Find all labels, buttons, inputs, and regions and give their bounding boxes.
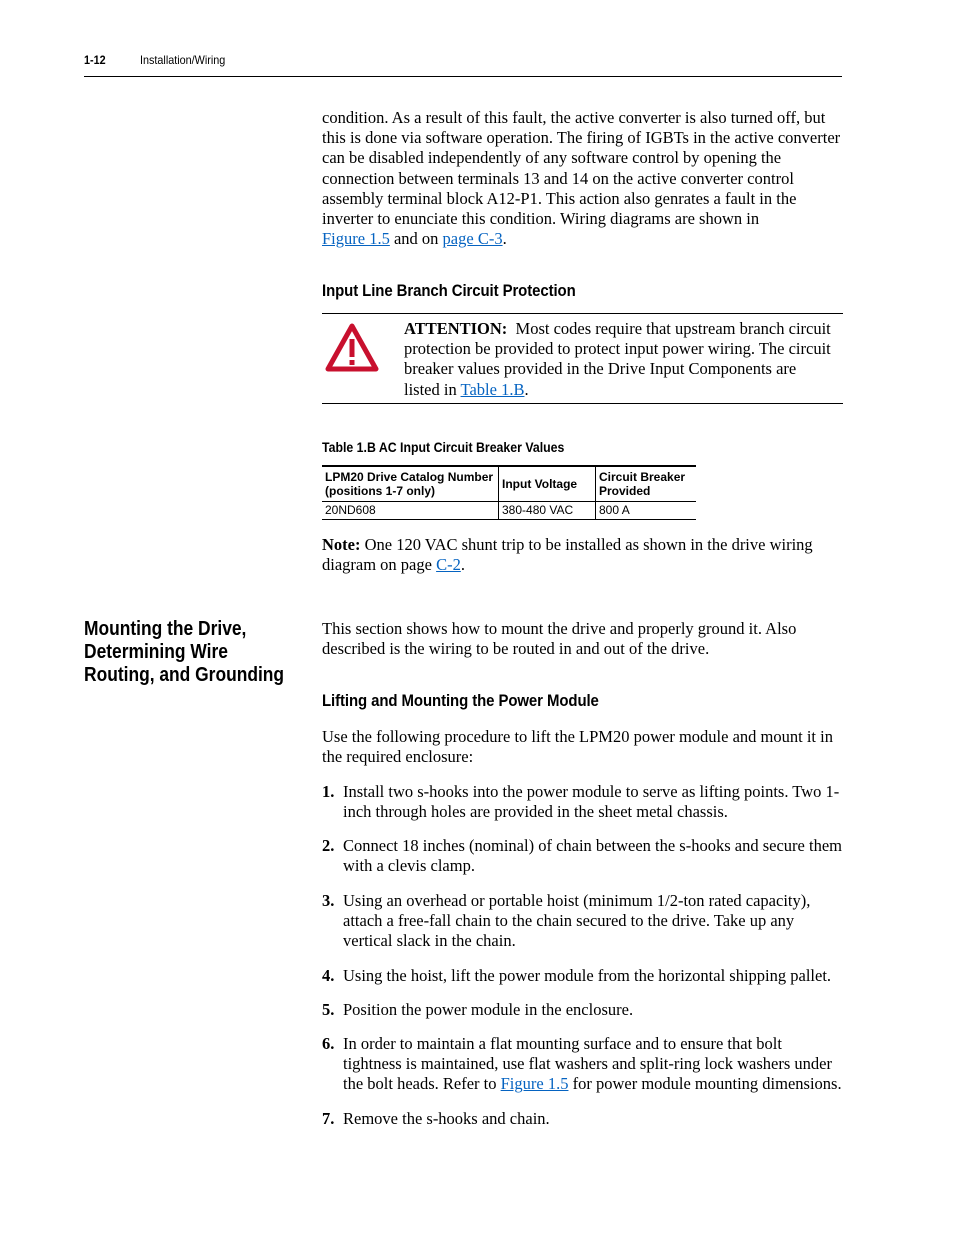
- input-line-heading: Input Line Branch Circuit Protection: [322, 281, 576, 300]
- step-number: 2.: [322, 836, 335, 855]
- table-row: [322, 502, 696, 520]
- note-label: Note:: [322, 535, 361, 554]
- list-item: [322, 966, 844, 986]
- table-cell-breaker: 800 A: [596, 502, 697, 520]
- table-header-breaker: Circuit Breaker Provided: [596, 466, 697, 502]
- list-item: [322, 782, 844, 822]
- note-end: .: [460, 555, 465, 575]
- attention-end: .: [524, 379, 529, 399]
- attention-top-rule: [322, 313, 843, 314]
- intro-paragraph: [322, 108, 844, 249]
- attention-text: Most codes require that upstream branch circuit protection be provided to protect input power wiring. The circuit breaker values provided in the Drive Input Components are listed in: [404, 319, 831, 399]
- step-number: 4.: [322, 966, 335, 985]
- note-paragraph: [322, 535, 844, 575]
- step-text: Connect 18 inches (nominal) of chain between the s-hooks and secure them with a clevis clamp.: [343, 836, 842, 876]
- attention-label: ATTENTION:: [404, 319, 508, 338]
- step-number: 6.: [322, 1034, 335, 1053]
- note-text: One 120 VAC shunt trip to be installed as shown in the drive wiring diagram on page: [322, 535, 813, 575]
- page-number: 1-12: [84, 53, 106, 67]
- table-link[interactable]: Table 1.B: [460, 379, 525, 399]
- step-text: Position the power module in the enclosure.: [343, 1000, 634, 1019]
- c2-link[interactable]: C-2: [436, 555, 461, 575]
- step-number: 1.: [322, 782, 335, 801]
- step-text: Install two s-hooks into the power module to serve as lifting points. Two 1-inch through holes are provided in the sheet metal chassis.: [343, 782, 840, 822]
- step-number: 7.: [322, 1109, 335, 1128]
- warning-triangle-icon: [325, 323, 379, 373]
- page-link[interactable]: page C-3: [442, 229, 503, 249]
- table-header-voltage: Input Voltage: [499, 466, 596, 502]
- mounting-intro: This section shows how to mount the drive and properly ground it. Also described is the wiring to be routed in and out of the drive.: [322, 619, 797, 659]
- step-number: 5.: [322, 1000, 335, 1019]
- table-cell-voltage: 380-480 VAC: [499, 502, 596, 520]
- lifting-subheading: Lifting and Mounting the Power Module: [322, 691, 599, 710]
- section-title: Installation/Wiring: [140, 53, 226, 67]
- table-caption: Table 1.B AC Input Circuit Breaker Values: [322, 439, 565, 455]
- step-text: In order to maintain a flat mounting surface and to ensure that bolt tightness is maintained, use flat washers and split-ring lock washers under the bolt heads. Refer to: [343, 1034, 832, 1094]
- list-item: [322, 1034, 844, 1095]
- header-rule: [84, 76, 842, 77]
- intro-text: condition. As a result of this fault, the active converter is also turned off, but this is done via software operation. The firing of IGBTs in the active converter can be disabled independently of any software control by opening the connection between terminals 13 and 14 on the active converter control assembly terminal block A12-P1. This action also genrates a fault in the inverter to enunciate this condition. Wiring diagrams are shown in: [322, 108, 841, 229]
- figure-link[interactable]: Figure 1.5: [500, 1074, 569, 1094]
- step-number: 3.: [322, 891, 335, 910]
- figure-link[interactable]: Figure 1.5: [322, 229, 390, 249]
- list-item: [322, 891, 844, 952]
- list-item: [322, 1000, 844, 1020]
- list-item: [322, 1109, 844, 1129]
- step-text: Remove the s-hooks and chain.: [343, 1109, 550, 1128]
- circuit-breaker-table: [322, 465, 696, 520]
- table-cell-catalog: 20ND608: [322, 502, 499, 520]
- table-header-catalog: LPM20 Drive Catalog Number (positions 1-7 only): [322, 466, 499, 502]
- step-text-end: for power module mounting dimensions.: [572, 1074, 842, 1094]
- mounting-heading: Mounting the Drive, Determining Wire Routing, and Grounding: [84, 618, 285, 686]
- step-text-container: [343, 1034, 844, 1095]
- list-item: [322, 836, 844, 876]
- attention-bottom-rule: [322, 403, 843, 404]
- step-text: Using the hoist, lift the power module from the horizontal shipping pallet.: [343, 966, 832, 985]
- attention-message: [404, 319, 834, 400]
- step-text: Using an overhead or portable hoist (minimum 1/2-ton rated capacity), attach a free-fall chain to the chain secured to the drive. Take up any vertical slack in the chain.: [343, 891, 811, 951]
- intro-end: .: [502, 229, 507, 249]
- procedure-intro: Use the following procedure to lift the LPM20 power module and mount it in the required enclosure:: [322, 727, 833, 767]
- intro-middle: and on: [393, 229, 439, 249]
